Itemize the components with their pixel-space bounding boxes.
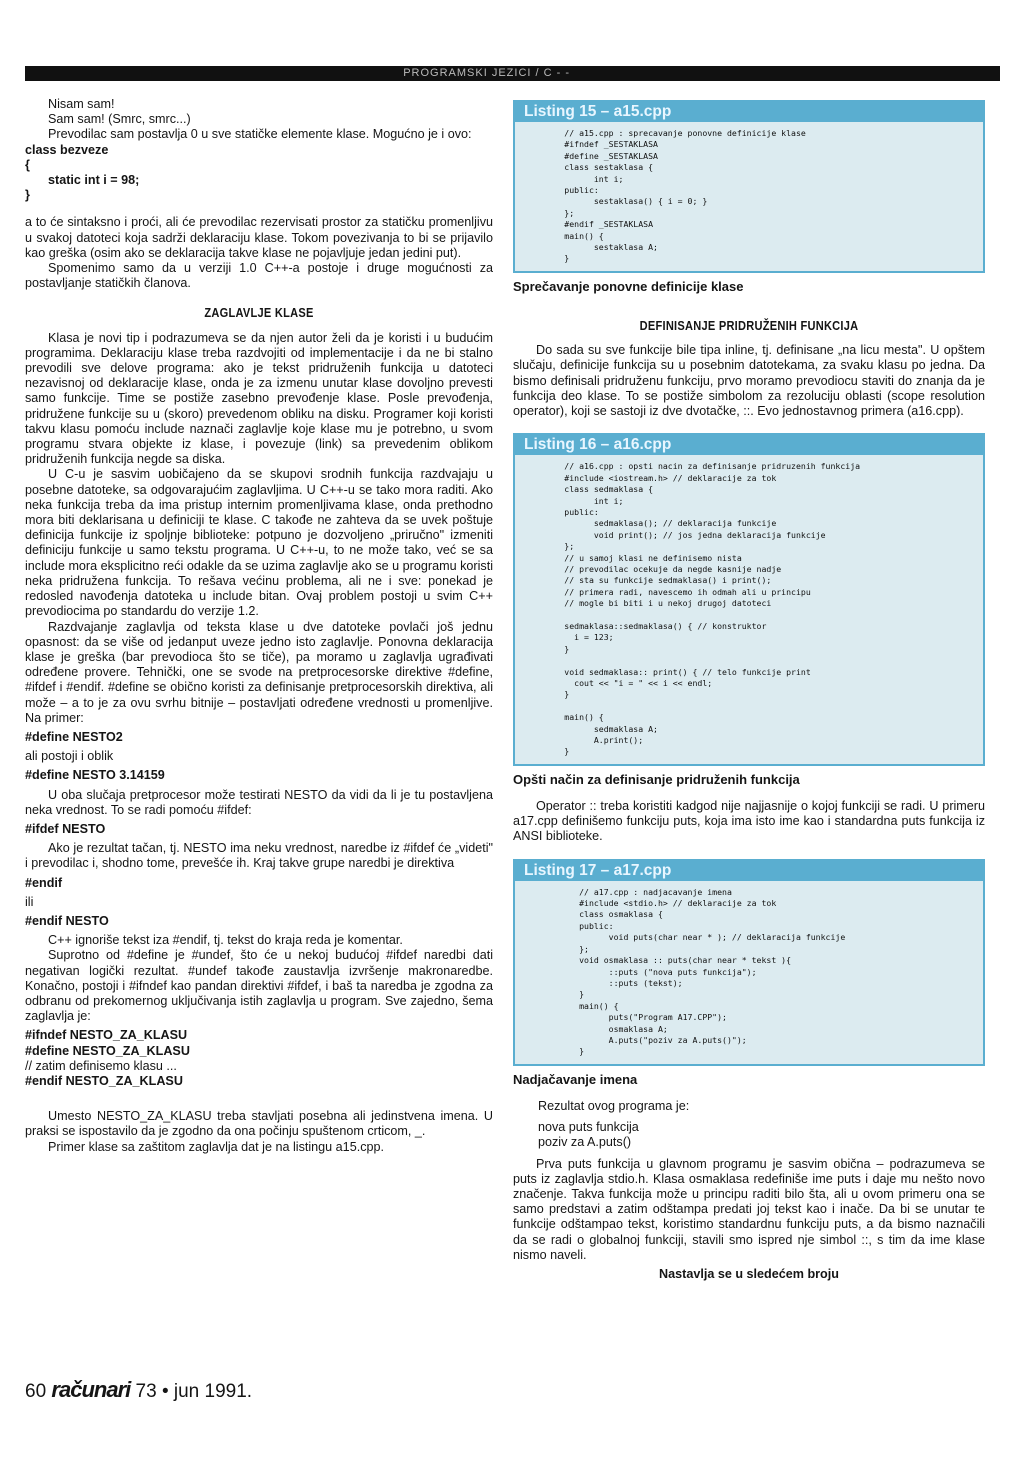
listing-code: // a17.cpp : nadjacavanje imena #include <stdio.h> // deklaracije za tok class osmaklasa { public: void puts(char near * ); // deklaracija funkcije }; void osmaklasa :: puts(char near * tekst ){ ::puts ("nova puts funkcija"); ::puts (tekst); } main() { puts("Program A17.CPP"); osmaklasa A; A.puts("poziv za A.puts()"); } [579, 886, 846, 1057]
paragraph: Umesto NESTO_ZA_KLASU treba stavljati posebna ali jedinstvena imena. U praksi se ispostavilo da je zgodno da ona počinju spuštenom crticom, _. [25, 1109, 493, 1139]
paragraph: Spomenimo samo da u verziji 1.0 C++-a postoje i druge mogućnosti za postavljanje statičkih članova. [25, 261, 493, 291]
code-line: #endif NESTO_ZA_KLASU [25, 1073, 183, 1088]
paragraph: Prevodilac sam postavlja 0 u sve statičke elemente klase. Mogućno je i ovo: [48, 127, 472, 142]
listing-caption: Sprečavanje ponovne definicije klase [513, 278, 744, 294]
listing-title: Listing 16 – a16.cpp [515, 435, 983, 455]
listing-16 [513, 433, 985, 766]
listing-caption: Opšti način za definisanje pridruženih funkcija [513, 771, 800, 787]
listing-code: // a16.cpp : opsti nacin za definisanje pridruzenih funkcija #include <iostream.h> // deklaracije za tok class sedmaklasa { int i; public: sedmaklasa(); // deklaracija funkcije void print(); // jos jedna deklaracija funkcije }; // u samoj klasi ne definisemo nista // prevodilac ocekuje da negde kasnije nadje // sta su funkcije sedmaklasa() i print(); // primera radi, navescemo ih odmah ali u principu // mogle bi biti i u nekoj drugoj datoteci sedmaklasa::sedmaklasa() { // konstruktor i = 123; } void sedmaklasa:: print() { // telo funkcije print cout << "i = " << i << endl; } main() { sedmaklasa A; A.print(); } [564, 461, 861, 757]
code-line: static int i = 98; [48, 173, 140, 188]
listing-17 [513, 859, 985, 1066]
listing-title: Listing 17 – a17.cpp [515, 861, 983, 881]
code-line: #endif [25, 875, 63, 890]
paragraph: Operator :: treba koristiti kadgod nije najjasnije o kojoj funkciji se radi. U primeru a17.cpp definišemo funkciju puts, koja ima isto ime kao i standardna puts funkcija iz ANSI biblioteke. [513, 799, 985, 844]
section-title: ZAGLAVLJE KLASE [204, 305, 314, 321]
text-line: ili [25, 894, 34, 909]
continued-note: Nastavlja se u sledećem broju [659, 1267, 839, 1281]
code-line: #ifdef NESTO [25, 821, 106, 836]
page-number: 60 [25, 1381, 47, 1402]
section-title: DEFINISANJE PRIDRUŽENIH FUNKCIJA [639, 318, 859, 334]
paragraph: Klasa je novi tip i podrazumeva se da njen autor želi da je koristi i u budućim programima. Deklaraciju klase treba razdvojiti od implementacije i da ne bi stalno prevodili sve delove programa: ako je tekst pridruženih funkcija u datoteci nezavisnoj od deklaracije klase, onda je za izmenu unutar klase dovoljno prevesti samo funkcije. Time se postiže zasebno prevođenje klase. Posle prevođenja, pridružene funkcije su u (skoro) prevedenom obliku na disku. Programer koji koristi takvu klasu pomoću include naznači zaglavlje koje klase mu je potrebno, u svom programu stvara objekte iz klase, i povezuje (link) sa prevedenim oblikom pridruženih funkcija negde sa diska. [25, 330, 493, 467]
code-line: #endif NESTO [25, 913, 109, 928]
paragraph: Primer klase sa zaštitom zaglavlja dat je na listingu a15.cpp. [48, 1139, 384, 1154]
paragraph: a to će sintaksno i proći, ali će prevodilac rezervisati prostor za statičku promenljivu u svakoj datoteci koja sadrži deklaraciju klase. Tokom povezivanja to bi se prijavilo kao greška (osim ako se deklaracija takve klase ne pojavljuje jedan jedini put). [25, 215, 493, 260]
listing-title: Listing 15 – a15.cpp [515, 102, 983, 122]
paragraph: Ako je rezultat tačan, tj. NESTO ima neku vrednost, naredbe iz #ifdef će „videti" i prevodilac i, shodno tome, prevešće ih. Kraj takve grupe naredbi je direktiva [25, 841, 493, 871]
code-line: // zatim definisemo klasu ... [25, 1058, 177, 1073]
paragraph: C++ ignoriše tekst iza #endif, tj. tekst do kraja reda je komentar. [48, 933, 403, 948]
paragraph: Prva puts funkcija u glavnom programu je sasvim obična – podrazumeva se puts iz zaglavlja stdio.h. Klasa osmaklasa redefiniše ime puts i daje mu nešto novo značenje. Takva funkcija može u principu raditi bilo šta, ali u ovom primeru ona se samo predstavi a zatim odštampa predati joj tekst kao i inače. Da bi se unutar te funkcije odštampao tekst, koristimo standardnu funkciju puts, a da bismo naznačili da se radi o globalnoj funkciji, stavili smo ispred nje simbol ::, s tim da ime klase nismo naveli. [513, 1156, 985, 1262]
issue-date: 73 • jun 1991. [135, 1381, 253, 1402]
text-line: Rezultat ovog programa je: [538, 1098, 690, 1113]
code-line: #define NESTO2 [25, 729, 123, 744]
code-line: class bezveze [25, 142, 109, 157]
code-line: #ifndef NESTO_ZA_KLASU [25, 1028, 188, 1043]
listing-15 [513, 100, 985, 273]
intro-line: Sam sam! (Smrc, smrc...) [48, 112, 191, 127]
section-header: PROGRAMSKI JEZICI / C - - [403, 67, 570, 79]
listing-code: // a15.cpp : sprecavanje ponovne definicije klase #ifndef _SESTAKLASA #define _SESTAKLASA class sestaklasa { int i; public: sestaklasa() { i = 0; } }; #endif _SESTAKLASA main() { sestaklasa A; } [564, 128, 806, 264]
paragraph: U oba slučaja pretprocesor može testirati NESTO da vidi da li je tu postavljena neka vrednost. To se radi pomoću #ifdef: [25, 787, 493, 817]
result-line: poziv za A.puts() [538, 1135, 632, 1150]
result-line: nova puts funkcija [538, 1120, 639, 1135]
page-footer [25, 1378, 252, 1404]
code-line: } [25, 188, 30, 203]
right-column [513, 100, 985, 1282]
header-bar [25, 66, 1000, 81]
paragraph: Suprotno od #define je #undef, što će u nekoj budućoj #ifdef naredbi dati negativan logički rezultat. #undef takođe zaustavlja izvršenje makronaredbe. Konačno, postoji i #ifndef kao pandan direktivi #ifdef, i baš ta naredba je zgodna za odbranu od prekomernog uključivanja istih zaglavlja u program. Sve zajedno, šema zaglavlja je: [25, 948, 493, 1024]
intro-line: Nisam sam! [48, 97, 115, 111]
listing-caption: Nadjačavanje imena [513, 1071, 638, 1087]
code-line: #define NESTO 3.14159 [25, 768, 165, 783]
left-column [25, 97, 493, 1155]
paragraph: Razdvajanje zaglavlja od teksta klase u dve datoteke povlači još jednu opasnost: da se više od jedanput uveze jedno isto zaglavlje. Ponovna deklaracija klase je greška (bar prevodioca što se tiče), pa moramo u zaglavlja ugrađivati određene provere. Tehnički, one se svode na pretprocesorske direktive #define, #ifdef i #endif. #define se obično koristi za definisanje pretprocesorskih direktiva, ali može – a to je za ovu svrhu bitnije – postavljati određene vrednosti u promenljive. Na primer: [25, 619, 493, 725]
code-line: #define NESTO_ZA_KLASU [25, 1043, 190, 1058]
paragraph: U C-u je sasvim uobičajeno da se skupovi srodnih funkcija razdvajaju u posebne datoteke, sa odgovarajućim zaglavljima. U C++-u se tako mora raditi. Ako neka funkcija treba da ima pristup internim promenljivama klase, onda prethodno mora biti deklarisana u definiciji te klase. C takođe ne zahteva da se uvek poštuje definicija funkcije iz spoljnje biblioteke: potpuno je dozvoljeno „priručno" izmeniti definiciju funkcije u samo tekstu programa. U C++-u, to ne može tako, već se sa include mora eksplicitno reći odakle da se uzima zaglavlje ako se u programu koristi neka pridružena funkcija. To rešava većinu problema, ali ne i sve: ponekad je redosled navođenja datoteka u include bitan. Ovaj problem postoji u svim C++ prevodiocima po standardu do verzije 1.2. [25, 467, 493, 619]
text-line: ali postoji i oblik [25, 749, 114, 764]
paragraph: Do sada su sve funkcije bile tipa inline, tj. definisane „na licu mesta". U opštem slučaju, definicije funkcija su u posebnim datotekama, za svaku klasu po jedna. Da bismo definisali pridruženu funkciju, prvo moramo prevodiocu staviti do znanja da je funkcija deo klase. To se postiže simbolom za rezoluciju oblasti (scope resolution operator), koji se sastoji iz dve dvotačke, ::. Evo jednostavnog primera (a16.cpp). [513, 343, 985, 419]
code-line: { [25, 157, 30, 172]
magazine-logo: računari [51, 1377, 131, 1402]
